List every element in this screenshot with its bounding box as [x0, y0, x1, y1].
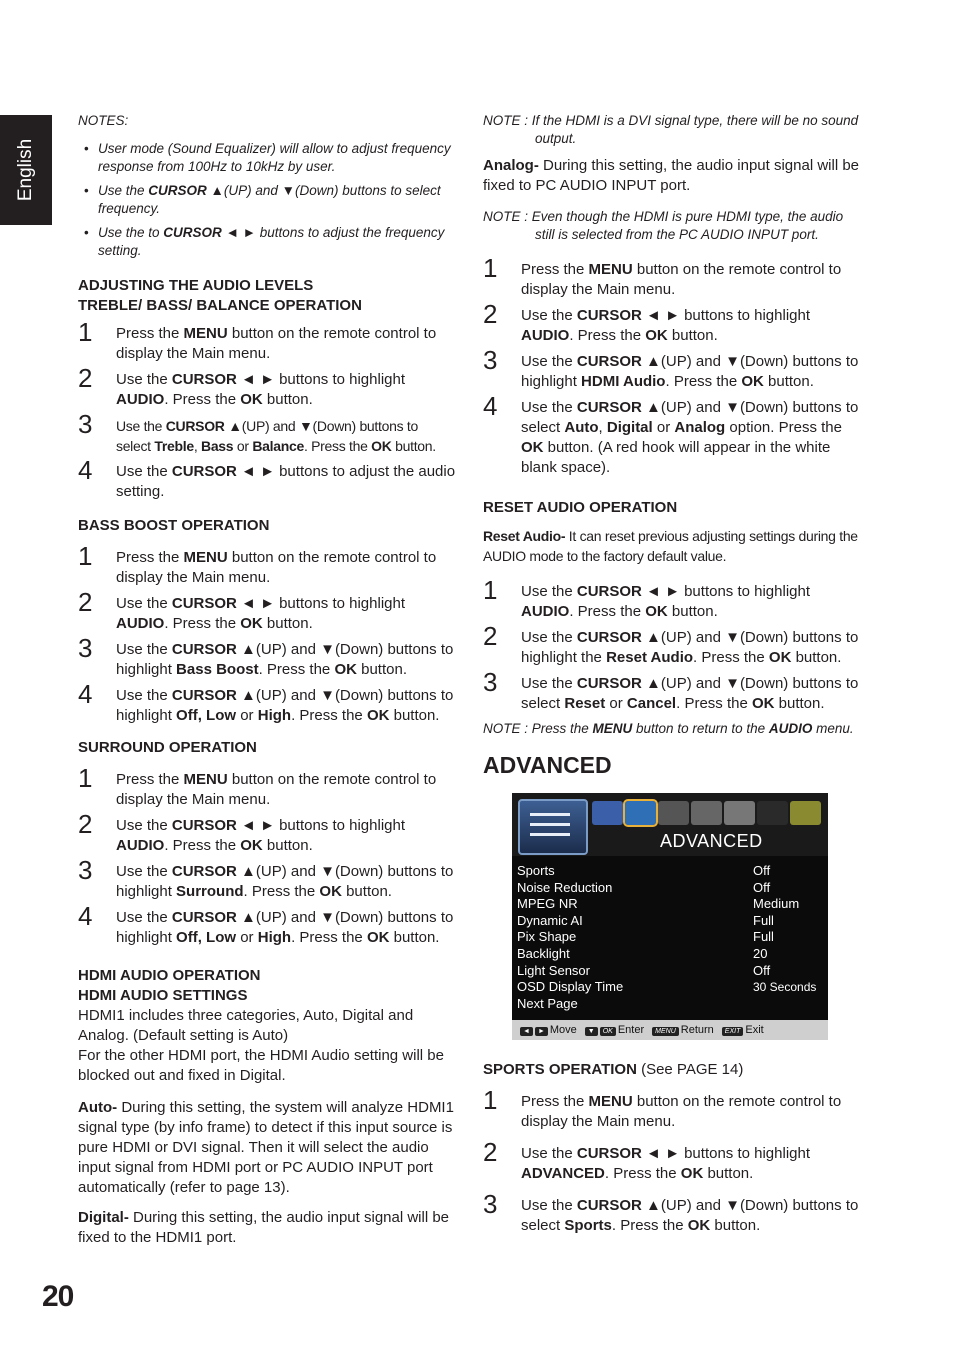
step: [78, 317, 456, 364]
step: [483, 345, 863, 392]
osd-row: [517, 996, 823, 1013]
step-text: Use the CURSOR ▲(UP) and ▼(Down) buttons to highlight the Reset Audio. Press the OK button.: [521, 629, 859, 666]
step-list: [483, 1085, 863, 1236]
step-text: Press the MENU button on the remote control to display the Main menu.: [116, 325, 437, 362]
term-text: During this setting, the system will analyze HDMI1 signal type (by info frame) to detect if this input source is pure HDMI or DVI signal. Then it will select the audio input signal from HDMI port or PC AUDIO INPUT port automatically (refer to page 13).: [78, 1099, 454, 1196]
term-text: During this setting, the audio input signal will be fixed to PC AUDIO INPUT port.: [483, 157, 860, 194]
step: [78, 763, 456, 810]
step-number: 2: [78, 587, 93, 617]
step-list: [483, 575, 863, 714]
osd-row-value: Full: [753, 912, 774, 928]
osd-row-value: Off: [753, 879, 771, 895]
step-text: Use the CURSOR ▲(UP) and ▼(Down) buttons to select Reset or Cancel. Press the OK button.: [521, 675, 859, 712]
osd-row: [517, 979, 823, 996]
osd-row: [517, 929, 823, 946]
step: [78, 901, 456, 948]
right-column: [483, 112, 863, 1236]
sports-heading: SPORTS OPERATION: [483, 1061, 637, 1078]
note-bullet: • User mode (Sound Equalizer) will allow to adjust frequency response from 100Hz to 10kHz by user.: [78, 140, 456, 176]
section-heading: [483, 1060, 863, 1080]
step-text: Use the CURSOR ◄ ► buttons to highlight AUDIO. Press the OK button.: [521, 583, 811, 620]
osd-row-value: [753, 996, 823, 1013]
step-number: 1: [483, 253, 498, 283]
osd-rows: [517, 863, 823, 1012]
advanced-menu-icon: [625, 801, 656, 825]
setup-menu-icon: [790, 801, 821, 825]
section-heading: TREBLE/ BASS/ BALANCE OPERATION: [78, 297, 362, 314]
left-arrow-key-icon: ◄: [520, 1027, 533, 1036]
step-number: 1: [483, 575, 498, 605]
step-list: [78, 317, 456, 502]
osd-row-label: Next Page: [517, 995, 578, 1011]
step-number: 1: [78, 763, 93, 793]
step-number: 3: [483, 1189, 498, 1219]
step: [78, 855, 456, 902]
exit-key-icon: EXIT: [722, 1027, 744, 1036]
osd-row-label: Noise Reduction: [517, 879, 613, 895]
advanced-heading: ADVANCED: [483, 752, 612, 778]
advanced-osd-screenshot: [512, 793, 828, 1040]
step: [78, 587, 456, 634]
osd-row-label: Backlight: [517, 945, 570, 961]
osd-row-label: Dynamic AI: [517, 912, 583, 928]
step-number: 3: [78, 855, 93, 885]
term-label: Reset Audio-: [483, 528, 566, 544]
osd-row: [517, 963, 823, 980]
section-heading: HDMI AUDIO OPERATION: [78, 967, 261, 984]
picture-menu-icon: [592, 801, 623, 825]
enter-hint: ▼ OK Enter: [585, 1024, 644, 1036]
down-arrow-key-icon: ▼: [585, 1027, 598, 1036]
term-text: It can reset previous adjusting settings during the AUDIO mode to the factory default value.: [483, 528, 858, 564]
note: NOTE : Press the MENU button to return to the AUDIO menu.: [483, 721, 854, 736]
language-tab: [0, 115, 52, 225]
sports-heading-ref: (See PAGE 14): [636, 1061, 744, 1078]
note-bullet: • Use the CURSOR ▲(UP) and ▼(Down) buttons to select frequency.: [78, 182, 456, 218]
step-number: 3: [78, 409, 93, 439]
step-text: Use the CURSOR ▲(UP) and ▼(Down) buttons to select Auto, Digital or Analog option. Press the OK button. (A red hook will appear in the white blank space).: [521, 399, 859, 476]
osd-row-label: MPEG NR: [517, 896, 578, 912]
step: [78, 633, 456, 680]
osd-row: [517, 863, 823, 880]
step-text: Use the CURSOR ◄ ► buttons to highlight AUDIO. Press the OK button.: [116, 371, 406, 408]
section-heading: SURROUND OPERATION: [78, 739, 257, 756]
note: NOTE : If the HDMI is a DVI signal type, there will be no sound output.: [483, 113, 859, 146]
step-number: 2: [78, 363, 93, 393]
osd-footer: [512, 1020, 828, 1040]
step: [483, 253, 863, 300]
note: NOTE : Even though the HDMI is pure HDMI type, the audio still is selected from the PC AUDIO INPUT port.: [483, 209, 844, 242]
step: [78, 363, 456, 410]
step-number: 2: [483, 621, 498, 651]
paragraph: HDMI1 includes three categories, Auto, Digital and Analog. (Default setting is Auto): [78, 1007, 414, 1044]
step-number: 4: [483, 391, 498, 421]
section-heading: BASS BOOST OPERATION: [78, 517, 270, 534]
step: [78, 809, 456, 856]
tv-menu-icon: [518, 799, 588, 855]
paragraph: [483, 526, 863, 566]
paragraph: [483, 156, 863, 196]
osd-row-value: 20: [753, 945, 768, 961]
step-text: Use the CURSOR ◄ ► buttons to highlight ADVANCED. Press the OK button.: [521, 1145, 811, 1182]
step: [483, 391, 863, 478]
step: [78, 409, 456, 456]
step-number: 4: [78, 679, 93, 709]
osd-row-label: Sports: [517, 863, 555, 878]
step: [483, 1137, 863, 1184]
step-number: 3: [78, 633, 93, 663]
osd-row: [517, 896, 823, 913]
ok-key-icon: OK: [600, 1027, 616, 1036]
step-number: 1: [78, 317, 93, 347]
step-number: 4: [78, 455, 93, 485]
audio-menu-icon: [658, 801, 689, 825]
language-tab-label: English: [15, 138, 37, 202]
step-text: Press the MENU button on the remote control to display the Main menu.: [116, 771, 437, 808]
notes-heading: NOTES:: [78, 113, 129, 128]
step: [78, 541, 456, 588]
term-label: Auto-: [78, 1099, 118, 1116]
step-text: Use the CURSOR ▲(UP) and ▼(Down) buttons to select Sports. Press the OK button.: [521, 1197, 859, 1234]
notes-list: [78, 140, 456, 260]
step: [78, 455, 456, 502]
term-label: Digital-: [78, 1209, 129, 1226]
osd-row: [517, 880, 823, 897]
page-number: 20: [42, 1280, 74, 1313]
step: [483, 1085, 863, 1132]
step: [483, 575, 863, 622]
left-column: [78, 112, 456, 1248]
osd-menu-icons: [592, 801, 821, 825]
lock-menu-icon: [724, 801, 755, 825]
step-text: Use the CURSOR ◄ ► buttons to highlight AUDIO. Press the OK button.: [116, 595, 406, 632]
term-label: Analog-: [483, 157, 539, 174]
step-list: [78, 541, 456, 726]
step-list: [483, 253, 863, 478]
osd-row-label: Pix Shape: [517, 929, 577, 945]
osd-row: [517, 946, 823, 963]
step-text: Use the CURSOR ▲(UP) and ▼(Down) buttons to highlight Surround. Press the OK button.: [116, 863, 454, 900]
step-text: Use the CURSOR ◄ ► buttons to highlight AUDIO. Press the OK button.: [521, 307, 811, 344]
step-number: 1: [78, 541, 93, 571]
note-bullet: • Use the to CURSOR ◄ ► buttons to adjust the frequency setting.: [78, 224, 456, 260]
tools-menu-icon: [691, 801, 722, 825]
osd-row: [517, 913, 823, 930]
menu-key-icon: MENU: [652, 1027, 679, 1036]
step-list: [78, 763, 456, 948]
osd-row-value: Off: [753, 962, 771, 978]
step-text: Use the CURSOR ◄ ► buttons to highlight AUDIO. Press the OK button.: [116, 817, 406, 854]
step-text: Press the MENU button on the remote control to display the Main menu.: [521, 261, 842, 298]
exit-hint: EXIT Exit: [722, 1024, 764, 1036]
osd-row-label: Light Sensor: [517, 962, 590, 978]
step: [483, 299, 863, 346]
step-text: Use the CURSOR ◄ ► buttons to adjust the audio setting.: [116, 463, 456, 500]
paragraph: For the other HDMI port, the HDMI Audio setting will be blocked out and fixed in Digital.: [78, 1047, 444, 1084]
step-text: Press the MENU button on the remote control to display the Main menu.: [116, 549, 437, 586]
step-text: Press the MENU button on the remote control to display the Main menu.: [521, 1093, 842, 1130]
osd-row-value: Full: [753, 929, 774, 945]
step-text: Use the CURSOR ▲(UP) and ▼(Down) buttons to select Treble, Bass or Balance. Press the OK button.: [116, 418, 436, 454]
step-number: 2: [483, 299, 498, 329]
step-number: 2: [483, 1137, 498, 1167]
step-number: 1: [483, 1085, 498, 1115]
section-heading: HDMI AUDIO SETTINGS: [78, 987, 248, 1004]
paragraph: [78, 1208, 456, 1248]
step: [483, 667, 863, 714]
osd-row-label: OSD Display Time: [517, 979, 624, 995]
right-arrow-key-icon: ►: [535, 1027, 548, 1036]
step-text: Use the CURSOR ▲(UP) and ▼(Down) buttons to highlight Bass Boost. Press the OK button.: [116, 641, 454, 678]
step-number: 2: [78, 809, 93, 839]
channel-menu-icon: [757, 801, 788, 825]
osd-title: ADVANCED: [660, 831, 763, 851]
osd-topbar: [512, 793, 828, 856]
step-number: 4: [78, 901, 93, 931]
step: [483, 1189, 863, 1236]
step: [78, 679, 456, 726]
step-text: Use the CURSOR ▲(UP) and ▼(Down) buttons to highlight Off, Low or High. Press the OK button.: [116, 687, 454, 724]
term-text: During this setting, the audio input signal will be fixed to the HDMI1 port.: [78, 1209, 450, 1246]
step-number: 3: [483, 345, 498, 375]
section-heading: ADJUSTING THE AUDIO LEVELS: [78, 277, 314, 294]
step: [483, 621, 863, 668]
step-text: Use the CURSOR ▲(UP) and ▼(Down) buttons to highlight HDMI Audio. Press the OK button.: [521, 353, 859, 390]
return-hint: MENU Return: [652, 1024, 714, 1036]
move-hint: ◄ ► Move: [520, 1024, 577, 1036]
osd-row-value: 30 Seconds: [753, 980, 817, 995]
step-number: 3: [483, 667, 498, 697]
osd-row-value: Off: [753, 863, 771, 878]
section-heading: RESET AUDIO OPERATION: [483, 499, 678, 516]
paragraph: [78, 1098, 456, 1198]
step-text: Use the CURSOR ▲(UP) and ▼(Down) buttons to highlight Off, Low or High. Press the OK button.: [116, 909, 454, 946]
osd-row-value: Medium: [753, 896, 800, 912]
